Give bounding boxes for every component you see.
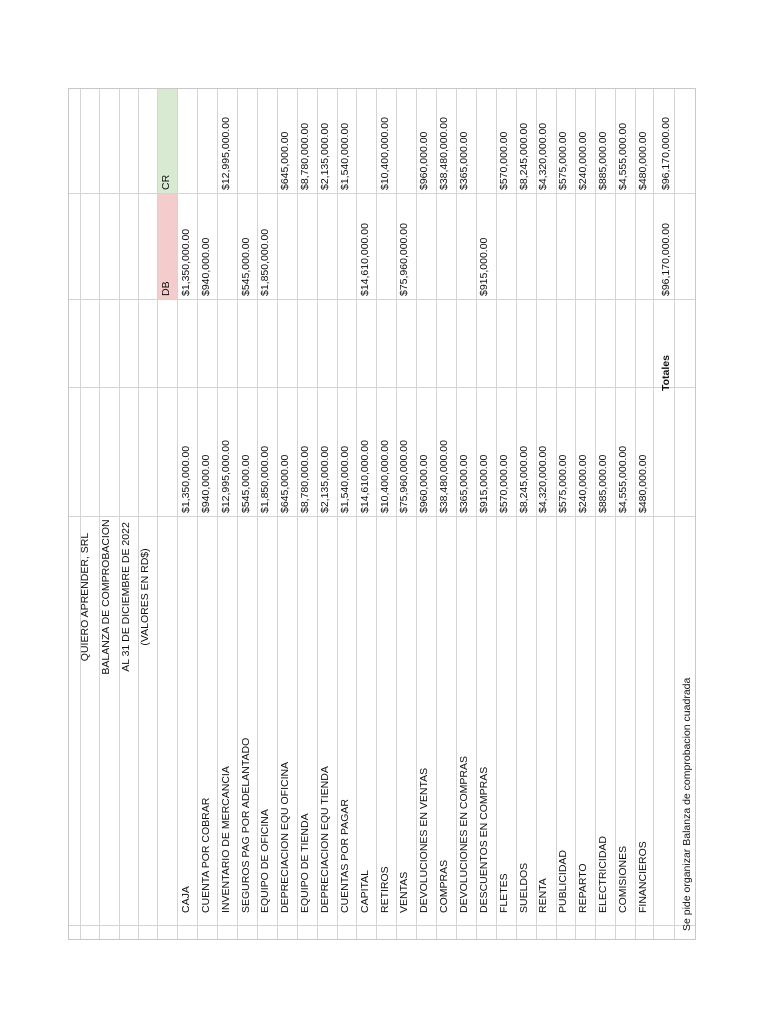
grid-row-line bbox=[674, 89, 675, 939]
spreadsheet bbox=[68, 88, 696, 940]
account-name: COMISIONES bbox=[616, 845, 629, 913]
grid-row-line bbox=[416, 89, 417, 939]
account-debit: $14,610,000.00 bbox=[358, 223, 371, 296]
account-debit: $545,000.00 bbox=[239, 237, 252, 296]
grid-row-line bbox=[217, 89, 218, 939]
account-debit: $75,960,000.00 bbox=[398, 223, 411, 296]
account-credit: $645,000.00 bbox=[279, 131, 292, 190]
grid-row-line bbox=[456, 89, 457, 939]
account-amount: $1,350,000.00 bbox=[180, 445, 192, 513]
grid-row-line bbox=[436, 89, 437, 939]
grid-row-line bbox=[496, 89, 497, 939]
grid-row-line bbox=[376, 89, 377, 939]
account-amount: $480,000.00 bbox=[636, 454, 649, 513]
grid-row-line bbox=[356, 89, 357, 939]
grid-column-line bbox=[69, 299, 695, 300]
account-name: DEPRECIACION EQU OFICINA bbox=[279, 761, 292, 913]
grid-row-line bbox=[257, 89, 258, 939]
account-amount: $545,000.00 bbox=[239, 454, 252, 513]
account-credit: $12,995,000.00 bbox=[219, 117, 232, 190]
grid-row-line bbox=[177, 89, 178, 939]
grid-column-line bbox=[69, 387, 695, 388]
account-debit: $915,000.00 bbox=[477, 237, 490, 296]
grid-row-line bbox=[575, 89, 576, 939]
grid-column-line bbox=[69, 516, 695, 517]
grid-row-line bbox=[653, 89, 654, 939]
account-name: DESCUENTOS EN COMPRAS bbox=[477, 766, 490, 913]
account-credit: $960,000.00 bbox=[418, 131, 431, 190]
account-amount: $8,245,000.00 bbox=[517, 445, 530, 513]
footer-note: Se pide organizar Balanza de comprobacion cuadrada bbox=[681, 677, 693, 931]
account-amount: $2,135,000.00 bbox=[319, 445, 331, 513]
account-debit: $1,850,000.00 bbox=[259, 228, 272, 296]
report-date: AL 31 DE DICIEMBRE DE 2022 bbox=[120, 522, 132, 672]
grid-row-line bbox=[138, 89, 139, 939]
grid-row-line bbox=[197, 89, 198, 939]
account-name: EQUIPO DE TIENDA bbox=[299, 813, 312, 913]
account-amount: $1,850,000.00 bbox=[259, 445, 272, 513]
account-amount: $75,960,000.00 bbox=[398, 440, 411, 513]
account-name: FINANCIEROS bbox=[636, 841, 649, 913]
account-amount: $570,000.00 bbox=[497, 454, 510, 513]
account-debit: $1,350,000.00 bbox=[180, 228, 192, 296]
account-credit: $4,555,000.00 bbox=[616, 122, 629, 190]
totals-label: Totales bbox=[660, 355, 672, 391]
account-credit: $8,245,000.00 bbox=[517, 122, 530, 190]
grid-row-line bbox=[635, 89, 636, 939]
account-amount: $915,000.00 bbox=[477, 454, 490, 513]
account-name: DEVOLUCIONES EN VENTAS bbox=[418, 767, 431, 913]
account-credit: $8,780,000.00 bbox=[299, 122, 312, 190]
grid-row-line bbox=[99, 89, 100, 939]
grid-row-line bbox=[396, 89, 397, 939]
account-amount: $365,000.00 bbox=[457, 454, 470, 513]
grid-row-line bbox=[615, 89, 616, 939]
account-name: DEPRECIACION EQU TIENDA bbox=[319, 766, 331, 913]
account-name: ELECTRICIDAD bbox=[596, 835, 609, 913]
account-credit: $575,000.00 bbox=[557, 131, 570, 190]
account-amount: $940,000.00 bbox=[199, 454, 212, 513]
account-amount: $38,480,000.00 bbox=[438, 440, 451, 513]
account-amount: $575,000.00 bbox=[557, 454, 570, 513]
account-credit: $38,480,000.00 bbox=[438, 117, 451, 190]
grid-row-line bbox=[119, 89, 120, 939]
account-name: INVENTARIO DE MERCANCIA bbox=[219, 766, 232, 913]
account-debit: $940,000.00 bbox=[199, 237, 212, 296]
grid-row-line bbox=[277, 89, 278, 939]
account-name: CUENTAS POR PAGAR bbox=[338, 799, 351, 913]
grid-row-line bbox=[157, 89, 158, 939]
account-credit: $10,400,000.00 bbox=[378, 117, 391, 190]
account-credit: $480,000.00 bbox=[636, 131, 649, 190]
grid-row-line bbox=[297, 89, 298, 939]
account-amount: $240,000.00 bbox=[577, 454, 589, 513]
grid-column-line bbox=[69, 193, 695, 194]
grid-row-line bbox=[237, 89, 238, 939]
account-name: PUBLICIDAD bbox=[557, 849, 570, 913]
account-name: REPARTO bbox=[577, 863, 589, 913]
account-amount: $1,540,000.00 bbox=[338, 445, 351, 513]
grid-row-line bbox=[337, 89, 338, 939]
company-name: QUIERO APRENDER, SRL bbox=[79, 532, 91, 662]
account-name: DEVOLUCIONES EN COMPRAS bbox=[457, 756, 470, 913]
grid-row-line bbox=[556, 89, 557, 939]
account-name: EQUIPO DE OFICINA bbox=[259, 809, 272, 913]
cr-header: CR bbox=[160, 174, 172, 190]
account-credit: $1,540,000.00 bbox=[338, 122, 351, 190]
account-credit: $4,320,000.00 bbox=[537, 122, 550, 190]
totals-credit: $96,170,000.00 bbox=[660, 117, 672, 190]
account-amount: $4,555,000.00 bbox=[616, 445, 629, 513]
grid-row-line bbox=[536, 89, 537, 939]
db-header: DB bbox=[160, 281, 172, 296]
account-credit: $240,000.00 bbox=[577, 131, 589, 190]
account-credit: $570,000.00 bbox=[497, 131, 510, 190]
grid-row-line bbox=[317, 89, 318, 939]
grid-row-line bbox=[80, 89, 81, 939]
account-amount: $14,610,000.00 bbox=[358, 440, 371, 513]
account-amount: $645,000.00 bbox=[279, 454, 292, 513]
account-name: FLETES bbox=[497, 873, 510, 913]
totals-debit: $96,170,000.00 bbox=[660, 223, 672, 296]
account-credit: $365,000.00 bbox=[457, 131, 470, 190]
account-amount: $960,000.00 bbox=[418, 454, 431, 513]
grid-column-line bbox=[69, 925, 695, 926]
account-amount: $4,320,000.00 bbox=[537, 445, 550, 513]
account-name: VENTAS bbox=[398, 871, 411, 913]
account-amount: $12,995,000.00 bbox=[219, 440, 232, 513]
account-name: RETIROS bbox=[378, 866, 391, 913]
account-name: RENTA bbox=[537, 878, 550, 913]
account-amount: $10,400,000.00 bbox=[378, 440, 391, 513]
account-credit: $2,135,000.00 bbox=[319, 122, 331, 190]
currency-note: (VALORES EN RD$) bbox=[139, 548, 151, 646]
account-amount: $885,000.00 bbox=[596, 454, 609, 513]
account-name: COMPRAS bbox=[438, 859, 451, 913]
account-credit: $885,000.00 bbox=[596, 131, 609, 190]
account-name: CAPITAL bbox=[358, 870, 371, 913]
account-name: SEGUROS PAG POR ADELANTADO bbox=[239, 737, 252, 913]
account-amount: $8,780,000.00 bbox=[299, 445, 312, 513]
grid-row-line bbox=[516, 89, 517, 939]
account-name: CAJA bbox=[180, 886, 192, 913]
grid-row-line bbox=[595, 89, 596, 939]
account-name: CUENTA POR COBRAR bbox=[199, 797, 212, 913]
grid-row-line bbox=[476, 89, 477, 939]
report-title: BALANZA DE COMPROBACION bbox=[100, 519, 112, 675]
account-name: SUELDOS bbox=[517, 862, 530, 913]
